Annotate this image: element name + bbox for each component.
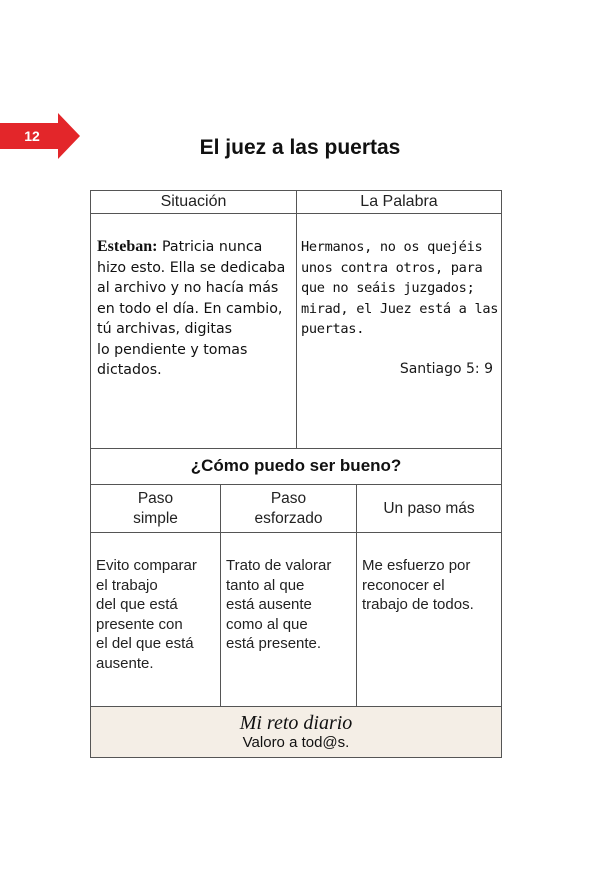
step-simple-header: Paso simple — [133, 489, 178, 527]
situation-header: Situación — [160, 193, 227, 210]
page-title: El juez a las puertas — [199, 136, 401, 159]
step-more-text: Me esfuerzo por reconocer el trabajo de todos. — [362, 557, 474, 613]
step-simple-text: Evito comparar el trabajo del que está presente con el del que está ausente. — [96, 557, 197, 672]
word-header: La Palabra — [360, 193, 438, 210]
scripture-text: Hermanos, no os quejéis unos contra otros, para que no seáis juzgados; mirad, el Juez está a las puertas. — [301, 239, 499, 337]
step-effort-header: Paso esforzado — [254, 489, 323, 527]
daily-challenge — [91, 706, 501, 757]
divider — [91, 532, 501, 533]
reflection-card — [90, 190, 502, 758]
situation-text: Esteban: Patricia nunca hizo esto. Ella se dedicaba al archivo y no hacía más en todo el día. En cambio, tú archivas, digitas lo pendiente y tomas dictados. — [97, 238, 286, 378]
page-number: 12 — [24, 128, 40, 144]
scripture-reference: Santiago 5: 9 — [399, 361, 493, 377]
speaker-name: Esteban: — [97, 238, 158, 255]
step-effort-text: Trato de valorar tanto al que está ausente como al que está presente. — [226, 557, 332, 652]
challenge-title: Mi reto diario — [239, 712, 353, 734]
divider — [296, 191, 297, 448]
challenge-text: Valoro a tod@s. — [242, 734, 350, 751]
question-heading: ¿Cómo puedo ser bueno? — [190, 456, 402, 475]
divider — [91, 448, 501, 449]
step-more-header: Un paso más — [383, 499, 475, 517]
